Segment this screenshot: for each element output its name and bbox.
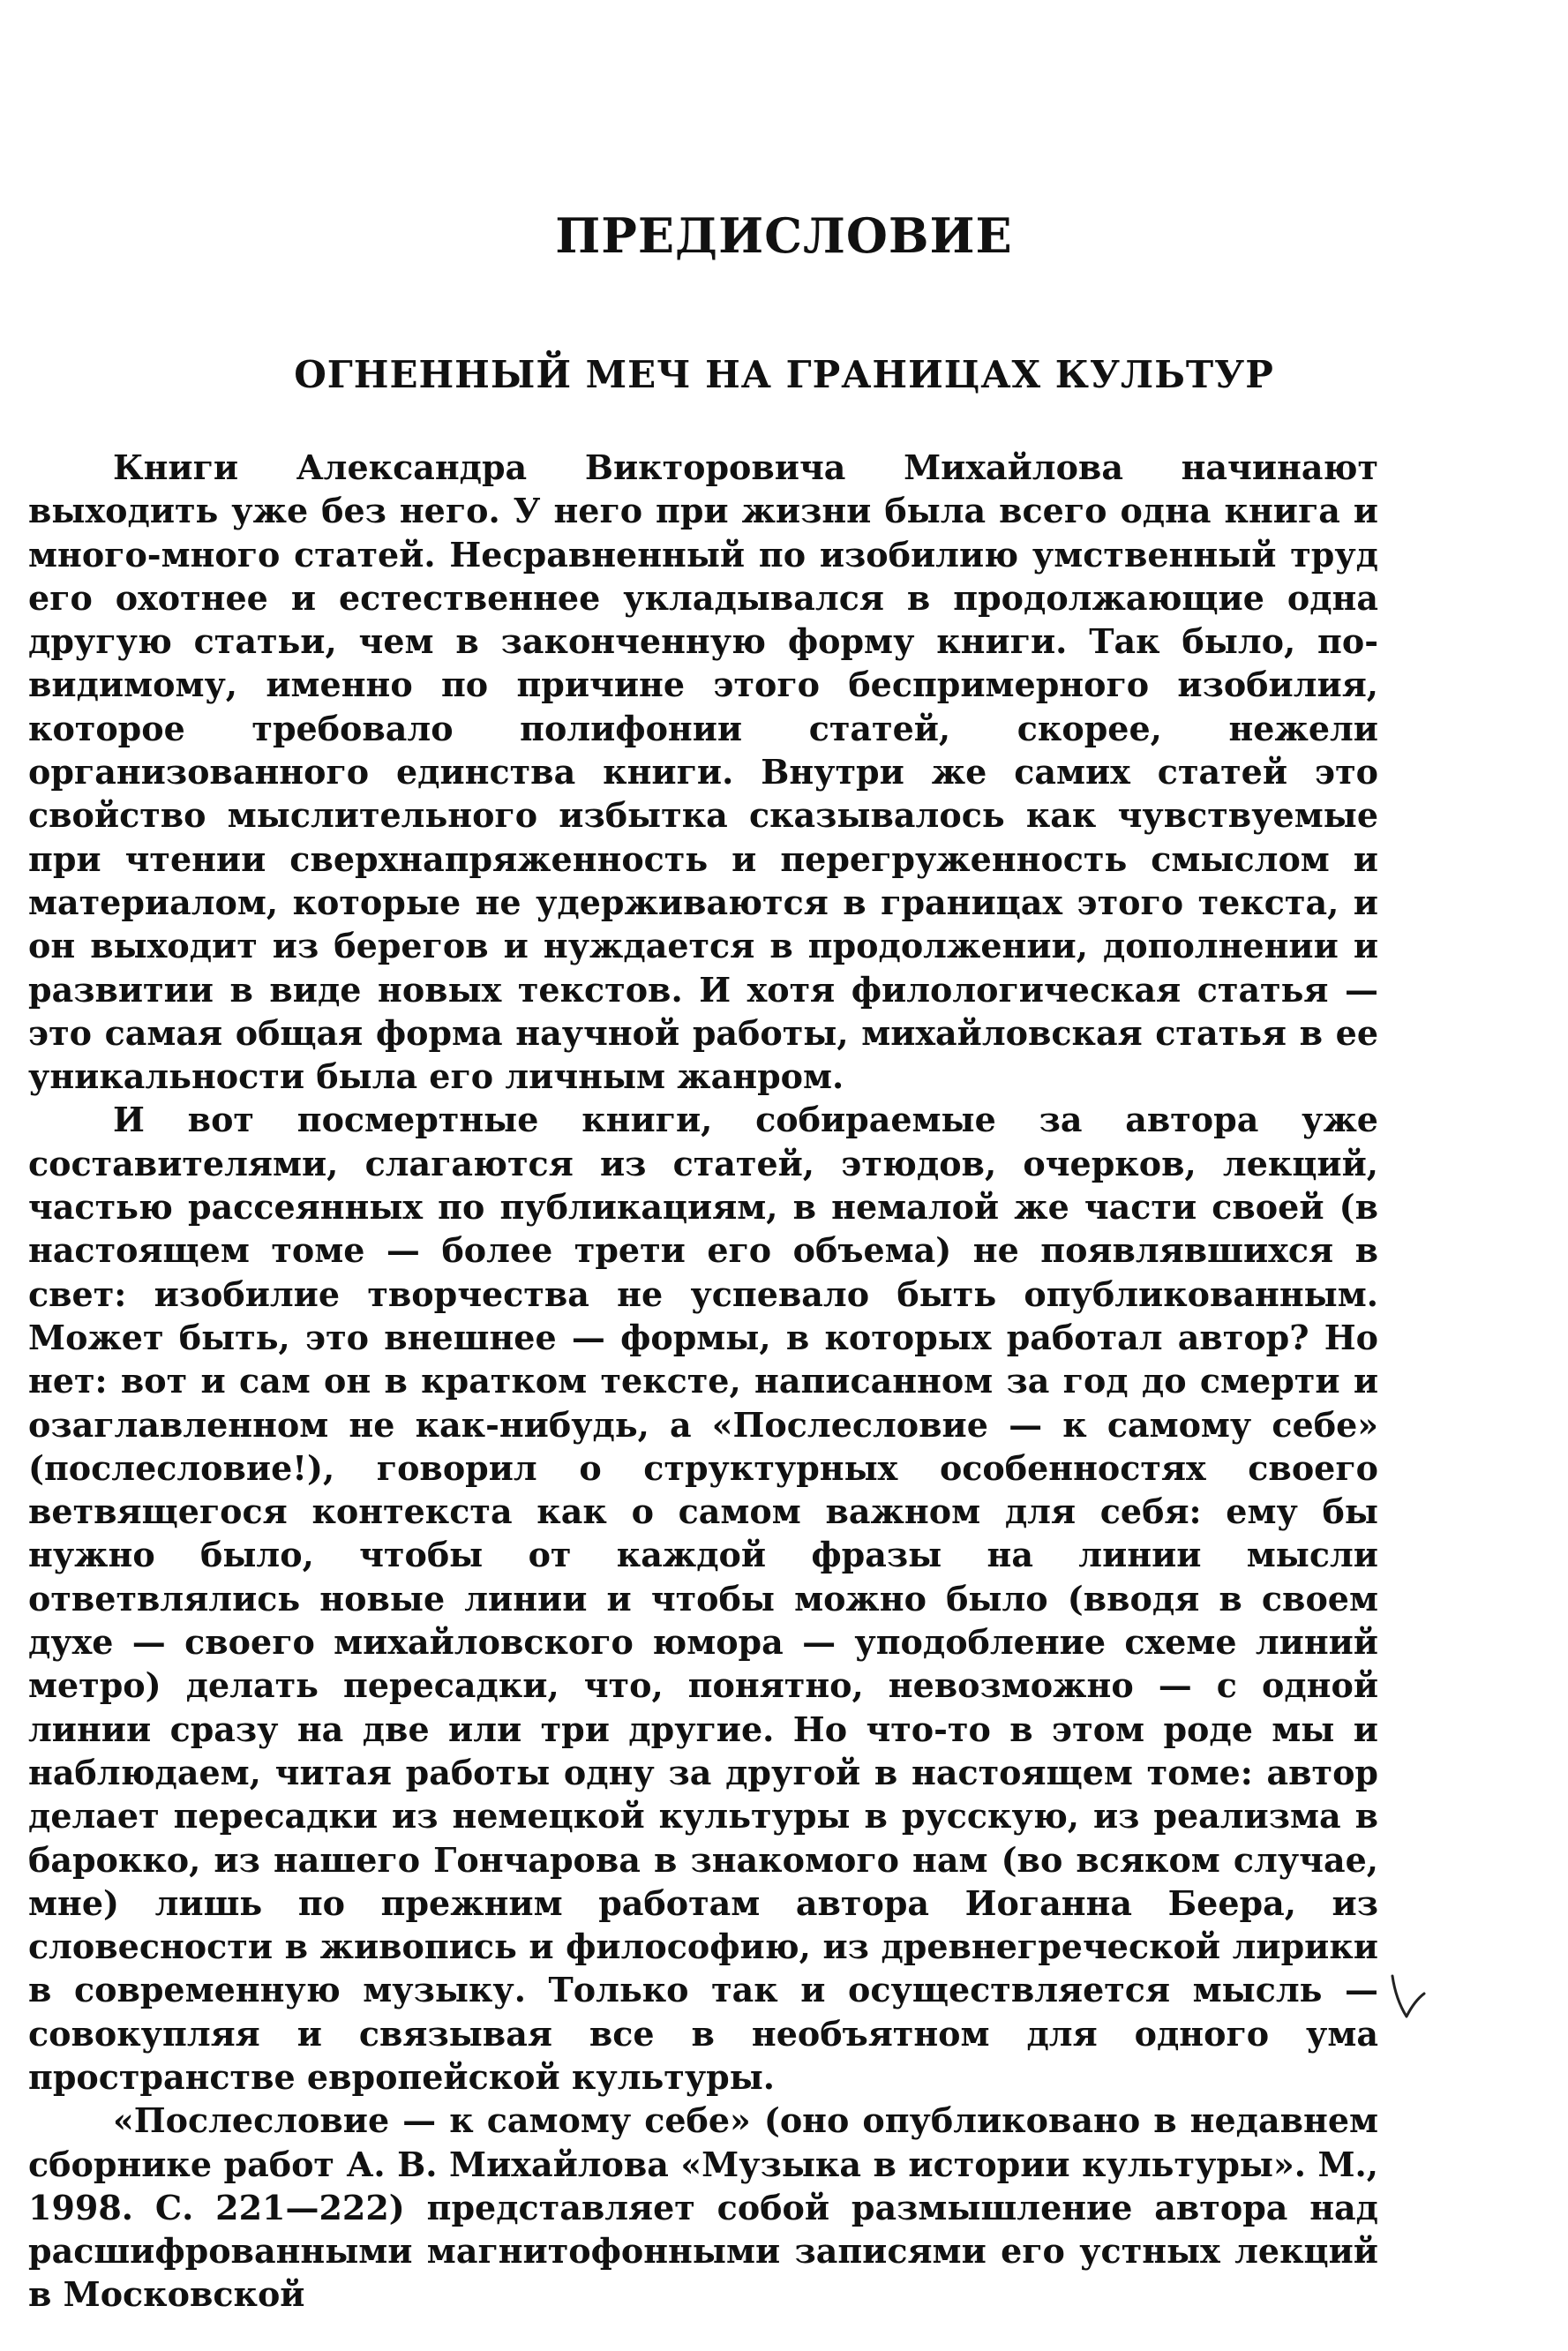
paragraph: «Послесловие — к самому себе» (оно опубликовано в недавнем сборнике работ А. В. Михайлова «Музыка в истории культуры». М., 1998. С. 221—222) представляет собой размышление автора над расшифрованными магнитофонными записями его устных лекций в Московской bbox=[28, 2100, 1378, 2315]
body-text bbox=[28, 446, 1378, 2317]
page-title: ПРЕДИСЛОВИЕ bbox=[555, 207, 1013, 264]
paragraph: И вот посмертные книги, собираемые за автора уже составителями, слагаются из статей, этюдов, очерков, лекций, частью рассеянных по публикациям, в немалой же части своей (в настоящем томе — более трети его объема) не появлявшихся в свет: изобилие творчества не успевало быть опубликованным. Может быть, это внешнее — формы, в которых работал автор? Но нет: вот и сам он в кратком тексте, написанном за год до смерти и озаглавленном не как-нибудь, а «Послесловие — к самому себе» (послесловие!), говорил о структурных особенностях своего ветвящегося контекста как о самом важном для себя: ему бы нужно было, чтобы от каждой фразы на линии мысли ответвлялись новые линии и чтобы можно было (вводя в своем духе — своего михайловского юмора — уподобление схеме линий метро) делать пересадки, что, понятно, невозможно — с одной линии сразу на две или три другие. Но что-то в этом роде мы и наблюдаем, читая работы одну за другой в настоящем томе: автор делает пересадки из немецкой культуры в русскую, из реализма в барокко, из нашего Гончарова в знакомого нам (во всяком случае, мне) лишь по прежним работам автора Иоганна Беера, из словесности в живопись и философию, из древнегреческой лирики в современную музыку. Только так и осуществляется мысль — совокупляя и связывая все в необъятном для одного ума пространстве европейской культуры. bbox=[28, 1100, 1378, 2097]
handwritten-check-mark bbox=[1387, 1972, 1428, 2025]
section-subtitle: ОГНЕННЫЙ МЕЧ НА ГРАНИЦАХ КУЛЬТУР bbox=[294, 353, 1274, 396]
paragraph: Книги Александра Викторовича Михайлова начинают выходить уже без него. У него при жизни была всего одна книга и много-много статей. Несравненный по изобилию умственный труд его охотнее и естественнее укладывался в продолжающие одна другую статьи, чем в законченную форму книги. Так было, по-видимому, именно по причине этого беспримерного изобилия, которое требовало полифонии статей, скорее, нежели организованного единства книги. Внутри же самих статей это свойство мыслительного избытка сказывалось как чувствуемые при чтении сверхнапряженность и перегруженность смыслом и материалом, которые не удерживаются в границах этого текста, и он выходит из берегов и нуждается в продолжении, дополнении и развитии в виде новых текстов. И хотя филологическая статья — это самая общая форма научной работы, михайловская статья в ее уникальности была его личным жанром. bbox=[28, 447, 1378, 1097]
